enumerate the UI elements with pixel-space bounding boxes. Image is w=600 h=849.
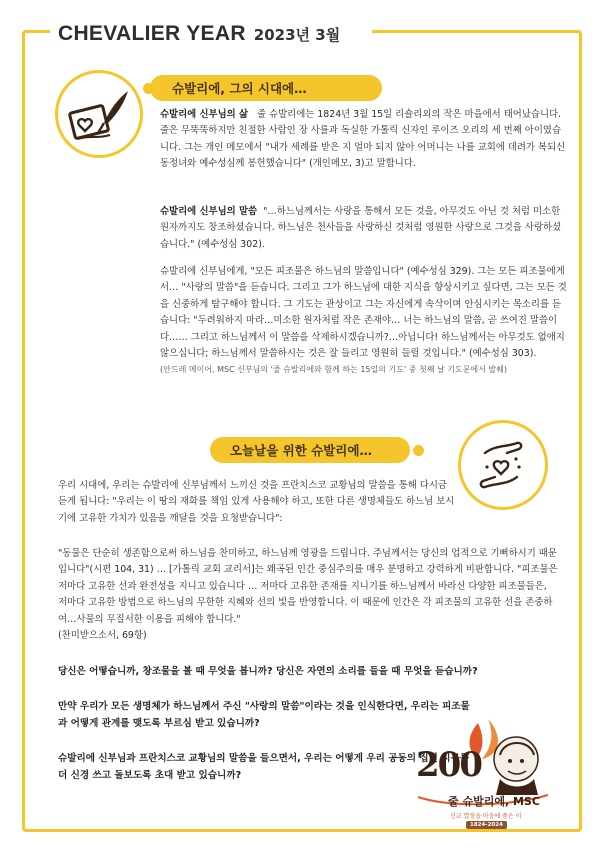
paragraph-creatures-body: 슈발리에 신부님에게, "모든 피조물은 하느님의 말씀입니다" (예수성심 329). 그는 모든 피조물에게서… "사랑의 말씀"을 듣습니다. 그리고 그가 하느님에 대한 지식을 향상시키고 싶다면, 그는 모든 것을 신중하게 탐구해야 합니다. 그 기도는 관상이고 그는 자신에게 속삭이며 안심시키는 목소리를 듣습니다: "두려워하지 마라…미소한 원자처럼 작은 존재야… 너는 하느님의 말씀, 곧 쓰여진 말씀이다…… 그리고 하느님께서 이 말씀을 삭제하시겠습니까?…아닙니다! 하느님께서는 아무것도 없애지 않으십니다; 하느님께서 말씀하시는 것은 잘 들리고 영원히 들릴 것입니다." (예수성심 303).	[160, 266, 567, 360]
section1-paragraph-creatures	[160, 264, 570, 379]
paragraph-words-lead: 슈발리에 신부님의 말씀	[160, 206, 258, 217]
paragraph-words-body: "…하느님께서는 사랑을 통해서 모든 것을, 아무것도 아닌 것 처럼 미소한 원자까지도 창조하셨습니다. 하느님은 천사들을 사랑하신 것처럼 영원한 사랑으로 그것을 사랑하셨습니다." (예수성심 302).	[160, 206, 562, 250]
page-title	[58, 22, 340, 46]
paragraph-quote-source: (찬미받으소서, 69항)	[58, 630, 147, 642]
logo-name: 줄 슈발리에, MSC	[448, 795, 540, 808]
logo-tagline: 신교 열정을 마음에 품은 이	[450, 813, 522, 820]
paragraph-life-body: 줄 슈발리에는 1824년 3월 15일 리숄리외의 작은 마을에서 태어났습니다. 줄은 무뚝뚝하지만 친절한 사람인 장 사를과 독실한 가톨릭 신자인 루이즈 오리의 세 번째 아이였습니다. 그는 개인 메모에서 "내가 세례를 받은 지 얼마 되지 않아 어머니는 나를 교회에 데려가 복되신 동정녀와 예수성심께 봉헌했습니다" (개인메모, 3)고 말합니다.	[160, 109, 566, 170]
paragraph-life-lead: 슈발리에 신부님의 삶	[160, 109, 249, 120]
title-date: 2023년 3월	[253, 26, 341, 44]
reflection-question-1: 당신은 어떻습니까, 창조물을 볼 때 무엇을 봅니까? 당신은 자연의 소리를 들을 때 무엇을 듣습니까?	[58, 666, 478, 677]
section1-paragraph-words	[160, 204, 570, 253]
reflection-question-3: 슈발리에 신부님과 프란치스코 교황님의 말씀을 들으면서, 우리는 어떻게 우리 공동의 집인 지구를 더 신경 쓰고 돌보도록 초대 받고 있습니까?	[58, 753, 470, 781]
logo-years: 1824-2024	[466, 821, 507, 829]
logo-number: 200	[416, 745, 481, 785]
paragraph-creatures-source: (안드레 메이어, MSC 신부님의 '줄 슈발리에와 함께 하는 15일의 기도' 중 첫째 날 기도문에서 발췌)	[160, 365, 508, 375]
heading-dot	[413, 445, 424, 456]
reflection-question-2: 만약 우리가 모든 생명체가 하느님께서 주신 "사랑의 말씀"이라는 것을 인식한다면, 우리는 피조물과 어떻게 관계를 맺도록 부르심 받고 있습니까?	[58, 701, 470, 729]
section1-heading: 슈발리에, 그의 시대에…	[150, 75, 382, 101]
section2-paragraph-quote	[58, 546, 558, 644]
section1-paragraph-life	[160, 107, 570, 173]
bicentenary-logo	[408, 715, 558, 833]
hands-heart-icon	[458, 420, 548, 510]
writing-heart-icon	[55, 70, 143, 158]
paragraph-quote-body: "동물은 단순히 생존함으로써 하느님을 찬미하고, 하느님께 영광을 드립니다. 주님께서는 당신의 업적으로 기뻐하시기 때문입니다"(시편 104, 31) … [가톨릭 교회 교리서]는 왜곡된 인간 중심주의를 매우 분명하고 강력하게 비판합니다. "피조물은 저마다 고유한 선과 완전성을 지니고 있습니다 … 저마다 고유한 존재를 지니기를 하느님께서 바라신 다양한 피조물들은, 저마다 고유한 방법으로 하느님의 무한한 지혜와 선의 빛을 반영합니다. 이 때문에 인간은 각 피조물의 고유한 선을 존중하여…사물의 무질서한 이용을 피해야 합니다."	[58, 548, 558, 625]
section2-heading: 오늘날을 위한 슈발리에…	[210, 437, 410, 463]
title-main: CHEVALIER YEAR	[58, 22, 246, 45]
section2-paragraph-pope: 우리 시대에, 우리는 슈발리에 신부님께서 느끼신 것을 프란치스코 교황님의 말씀을 통해 다시금 듣게 됩니다: "우리는 이 땅의 재화를 책임 있게 사용해야 하고, 또한 다른 생명체들도 하느님 보시기에 고유한 가치가 있음을 깨달을 것을 요청받습니다":	[58, 480, 455, 524]
